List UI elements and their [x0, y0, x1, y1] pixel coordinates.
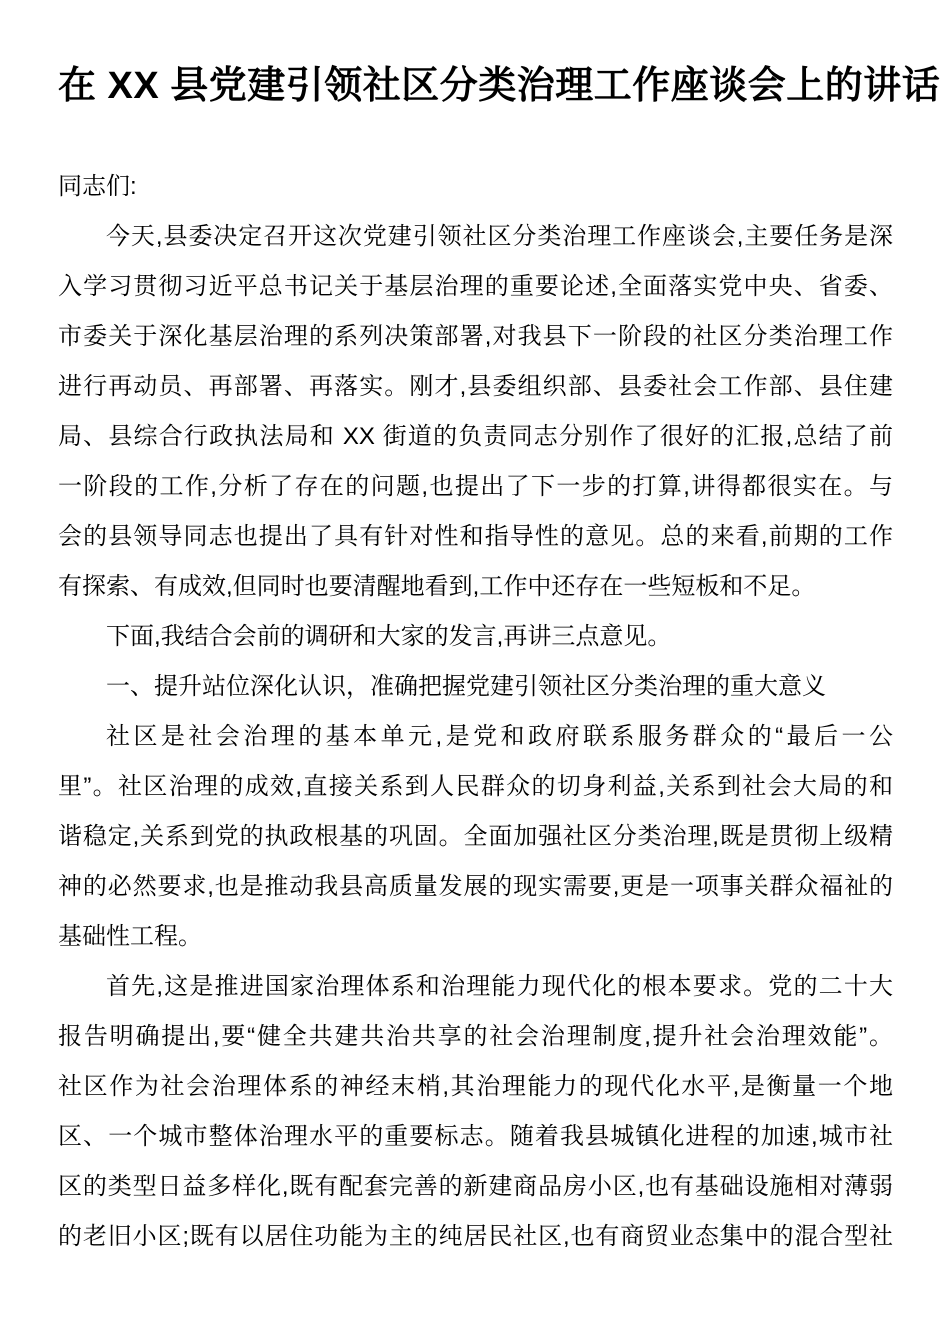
text-line: 市委关于深化基层治理的系列决策部署,对我县下一阶段的社区分类治理工作 — [58, 323, 893, 350]
text-line: 一、提升站位深化认识，准确把握党建引领社区分类治理的重大意义 — [106, 673, 826, 700]
text-line: 今天,县委决定召开这次党建引领社区分类治理工作座谈会,主要任务是深 — [106, 223, 893, 250]
text-line: 下面,我结合会前的调研和大家的发言,再讲三点意见。 — [106, 623, 672, 650]
text-line: 区、一个城市整体治理水平的重要标志。随着我县城镇化进程的加速,城市社 — [58, 1123, 893, 1150]
text-line: 一阶段的工作,分析了存在的问题,也提出了下一步的打算,讲得都很实在。与 — [58, 473, 893, 500]
section-heading — [58, 662, 893, 712]
paragraph — [58, 612, 893, 662]
text-line: 有探索、有成效,但同时也要清醒地看到,工作中还存在一些短板和不足。 — [58, 573, 816, 600]
paragraph — [58, 162, 893, 212]
text-line: 社区是社会治理的基本单元,是党和政府联系服务群众的“最后一公 — [106, 723, 893, 750]
text-line: 会的县领导同志也提出了具有针对性和指导性的意见。总的来看,前期的工作 — [58, 523, 893, 550]
text-line: 同志们: — [58, 173, 137, 200]
text-line: 基础性工程。 — [58, 923, 202, 950]
text-line: 里”。社区治理的成效,直接关系到人民群众的切身利益,关系到社会大局的和 — [58, 773, 893, 800]
text-line: 区的类型日益多样化,既有配套完善的新建商品房小区,也有基础设施相对薄弱 — [58, 1173, 893, 1200]
text-line: 局、县综合行政执法局和 XX 街道的负责同志分别作了很好的汇报,总结了前 — [58, 423, 893, 450]
text-line: 进行再动员、再部署、再落实。刚才,县委组织部、县委社会工作部、县住建 — [58, 373, 893, 400]
paragraph — [58, 712, 893, 962]
paragraph — [58, 962, 893, 1262]
document-title: 在 XX 县党建引领社区分类治理工作座谈会上的讲话 — [58, 65, 941, 107]
text-line: 首先,这是推进国家治理体系和治理能力现代化的根本要求。党的二十大 — [106, 973, 893, 1000]
text-line: 社区作为社会治理体系的神经末梢,其治理能力的现代化水平,是衡量一个地 — [58, 1073, 893, 1100]
text-line: 谐稳定,关系到党的执政根基的巩固。全面加强社区分类治理,既是贯彻上级精 — [58, 823, 893, 850]
document-body — [58, 162, 893, 1262]
text-line: 神的必然要求,也是推动我县高质量发展的现实需要,更是一项事关群众福祉的 — [58, 873, 893, 900]
paragraph — [58, 212, 893, 612]
text-line: 的老旧小区;既有以居住功能为主的纯居民社区,也有商贸业态集中的混合型社 — [58, 1223, 893, 1250]
text-line: 入学习贯彻习近平总书记关于基层治理的重要论述,全面落实党中央、省委、 — [58, 273, 893, 300]
text-line: 报告明确提出,要“健全共建共治共享的社会治理制度,提升社会治理效能”。 — [58, 1023, 893, 1050]
